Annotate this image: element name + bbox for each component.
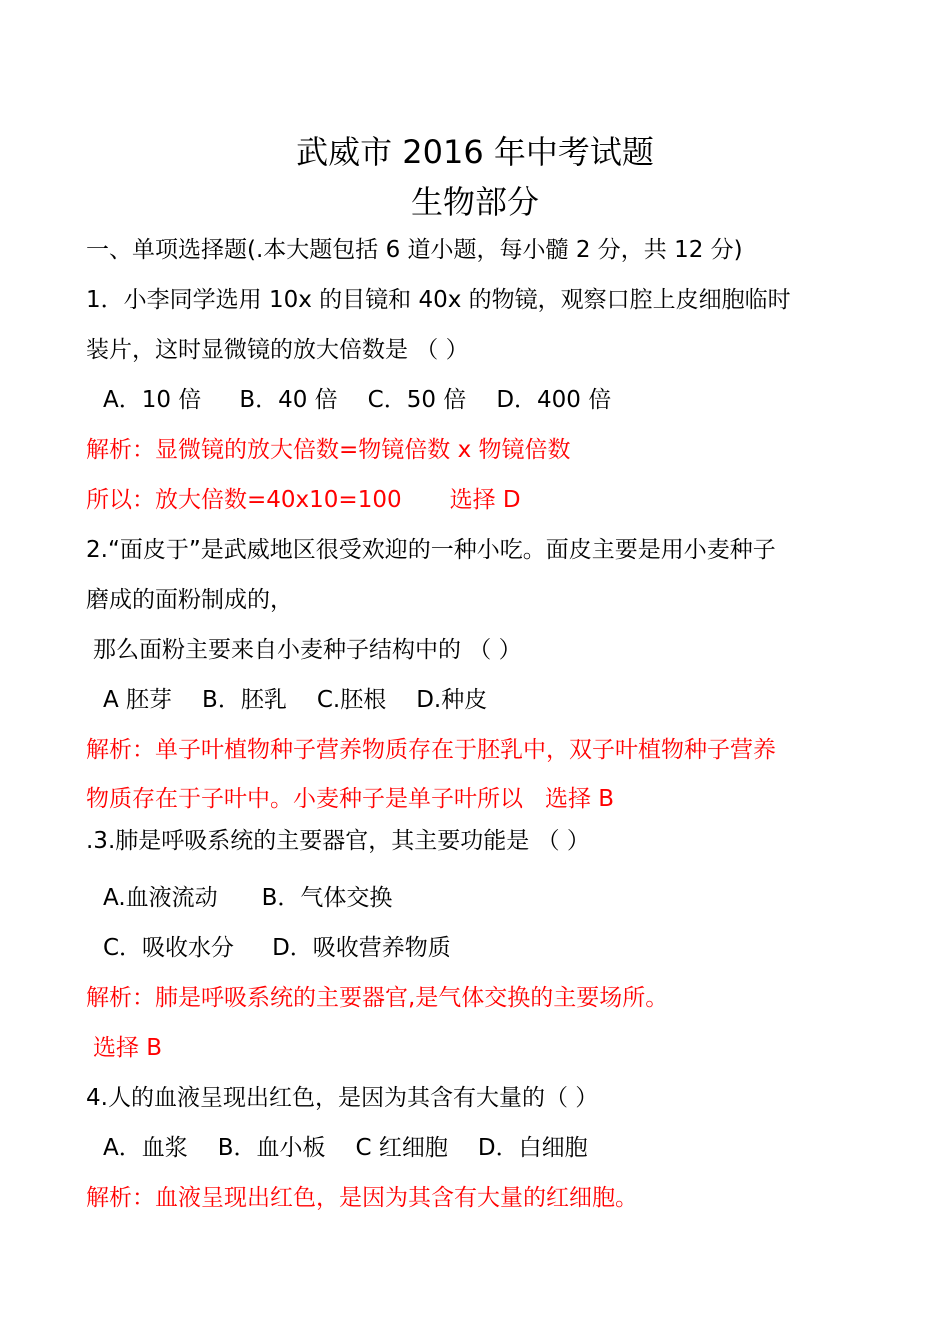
q4-options <box>103 1132 588 1164</box>
q1-stem-line2: 装片，这时显微镜的放大倍数是 （ ） <box>86 337 469 363</box>
q1-analysis-calc: 所以：放大倍数=40x10=100 <box>86 487 402 513</box>
q2-options <box>103 684 487 716</box>
q3-option-c: C．吸收水分 <box>103 935 235 961</box>
document-subtitle: 生物部分 <box>410 183 539 221</box>
q4-stem-line1: 4.人的血液呈现出红色，是因为其含有大量的（ ） <box>86 1085 599 1111</box>
q2-analysis-text: 物质存在于子叶中。小麦种子是单子叶所以 <box>86 786 523 812</box>
q3-analysis-line1: 解析：肺是呼吸系统的主要器官,是气体交换的主要场所。 <box>86 985 669 1011</box>
document-title: 武威市 2016 年中考试题 <box>296 133 654 171</box>
q2-option-c: C.胚根 <box>316 687 387 713</box>
q3-option-d: D．吸收营养物质 <box>272 935 451 961</box>
q4-option-c: C 红细胞 <box>355 1135 448 1161</box>
q3-stem-line1: .3.肺是呼吸系统的主要器官，其主要功能是 （ ） <box>86 828 590 854</box>
q1-option-a: A．10 倍 <box>103 387 202 413</box>
q1-answer: 选择 D <box>449 487 521 513</box>
q3-option-b: B．气体交换 <box>261 885 393 911</box>
q1-option-b: B．40 倍 <box>239 387 338 413</box>
q4-option-b: B．血小板 <box>217 1135 326 1161</box>
q1-stem-line1: 1．小李同学选用 10x 的目镜和 40x 的物镜，观察口腔上皮细胞临时 <box>86 287 791 313</box>
q2-stem-line1: 2.“面皮于”是武威地区很受欢迎的一种小吃。面皮主要是用小麦种子 <box>86 537 776 563</box>
section-heading: 一、单项选择题(.本大题包括 6 道小题，每小髓 2 分，共 12 分) <box>86 237 743 263</box>
q3-options-row1 <box>103 882 392 914</box>
q3-options-row2 <box>103 932 451 964</box>
q1-analysis-line2 <box>86 484 521 516</box>
q1-option-c: C．50 倍 <box>367 387 467 413</box>
q2-option-b: B．胚乳 <box>202 687 287 713</box>
q2-option-a: A 胚芽 <box>103 687 173 713</box>
q4-analysis-line1: 解析：血液呈现出红色，是因为其含有大量的红细胞。 <box>86 1185 638 1211</box>
q2-option-d: D.种皮 <box>416 687 488 713</box>
q3-answer: 选择 B <box>93 1035 163 1061</box>
q2-answer: 选择 B <box>545 786 615 812</box>
q1-options <box>103 384 611 416</box>
q2-stem-line3: 那么面粉主要来自小麦种子结构中的 （ ） <box>93 637 522 663</box>
q2-analysis-line2 <box>86 783 614 815</box>
q1-analysis-line1: 解析：显微镜的放大倍数=物镜倍数 x 物镜倍数 <box>86 437 571 463</box>
q3-option-a: A.血液流动 <box>103 885 218 911</box>
q2-stem-line2: 磨成的面粉制成的， <box>86 587 293 613</box>
q2-analysis-line1: 解析：单子叶植物种子营养物质存在于胚乳中，双子叶植物种子营养 <box>86 737 776 763</box>
q4-option-d: D．白细胞 <box>477 1135 588 1161</box>
q1-option-d: D．400 倍 <box>496 387 612 413</box>
q4-option-a: A．血浆 <box>103 1135 188 1161</box>
